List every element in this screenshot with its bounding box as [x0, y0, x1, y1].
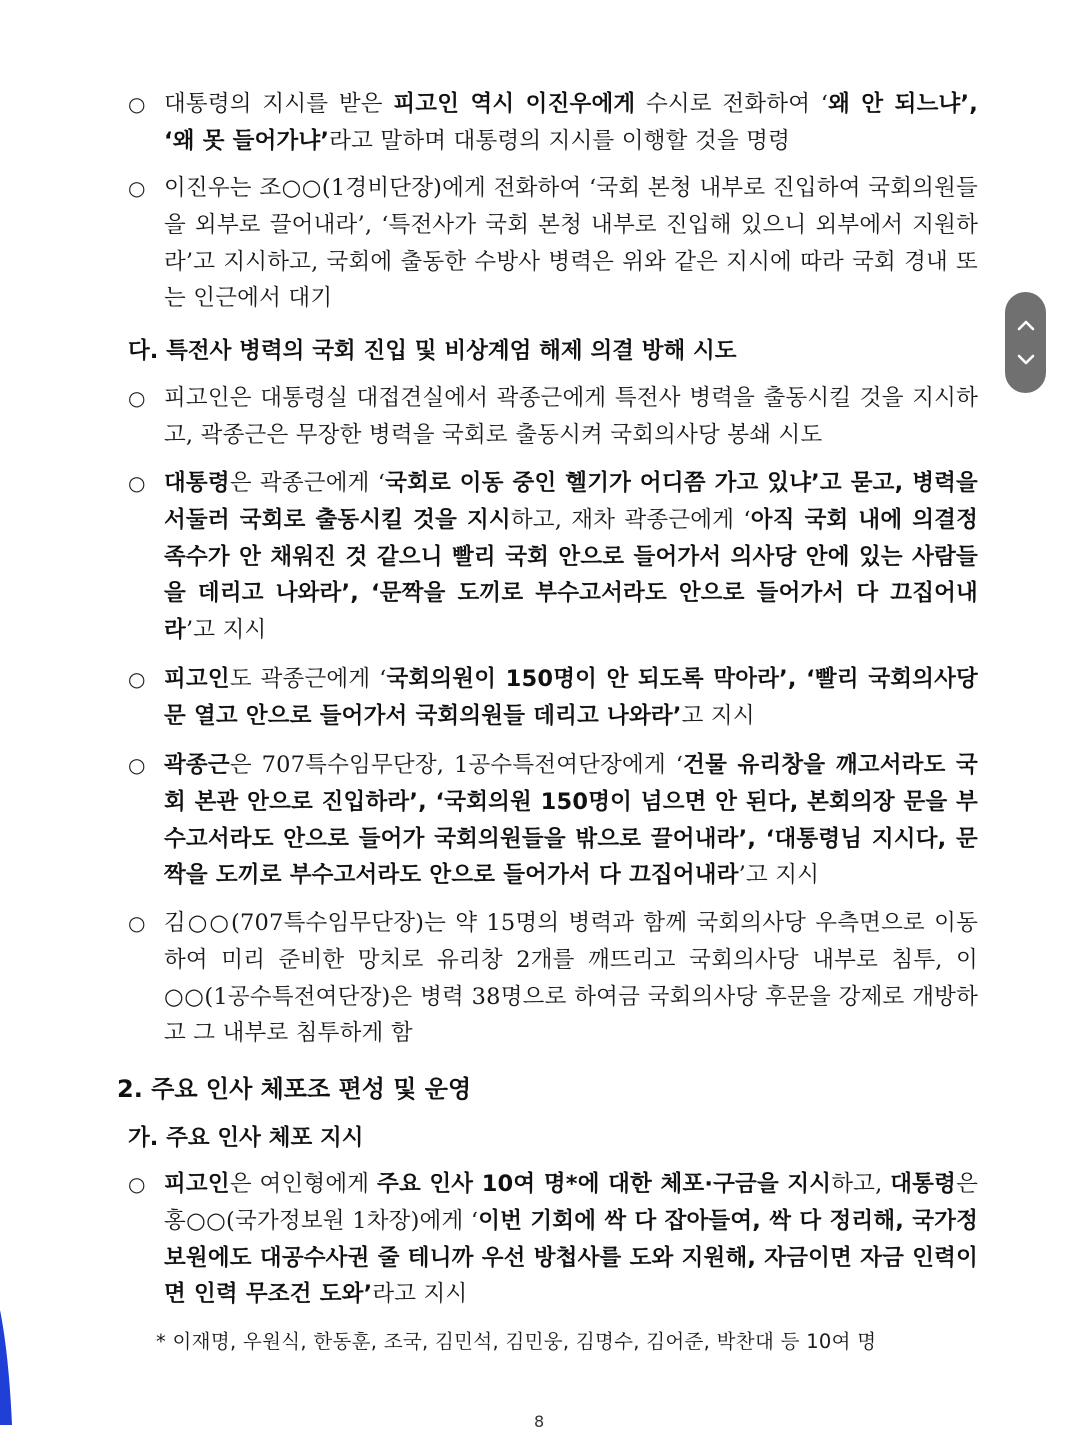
- chevron-up-icon: [1016, 318, 1036, 332]
- body-text: 라고 지시: [372, 1281, 468, 1308]
- body-text: 김○○(707특수임무단장)는 약 15명의 병력과 함께 국회의사당 우측면으로 이동하여 미리 준비한 망치로 유리창 2개를 깨뜨리고 국회의사당 내부로 침투, 이○○(1공수특전여단장)은 병력 38명으로 하여금 국회의사당 후문을 강제로 개방하고 그 내부로 침투하게 함: [164, 910, 978, 1047]
- paragraph-text: [164, 465, 978, 649]
- body-text: 라고 말하며 대통령의 지시를 이행할 것을 명령: [329, 127, 791, 154]
- body-text: 하고, 재차 곽종근에게 ‘: [510, 506, 751, 533]
- paragraph-text: [164, 86, 978, 160]
- bullet-circle: ○: [128, 911, 146, 935]
- footnote: * 이재명, 우원식, 한동훈, 조국, 김민석, 김민웅, 김명수, 김어준, 박찬대 등 10여 명: [156, 1330, 877, 1353]
- bullet-circle: ○: [128, 753, 146, 777]
- bullet-paragraph: [128, 380, 978, 454]
- emphasis-text: 건물 유리창을 깨고서라도 국회 본관 안으로 진입하라’, ‘국회의원 150명이 넘으면 안 된다, 본회의장 문을 부수고서라도 안으로 들어가 국회의원들을 밖으로 끌어내라’, ‘대통령님 지시다, 문짝을 도끼로 부수고서라도 안으로 들어가서 다 끄집어내라: [164, 752, 978, 889]
- paragraph-text: [164, 170, 978, 317]
- emphasis-text: 국회로 이동 중인 헬기가 어디쯤 가고 있냐’고 묻고, 병력을 서둘러 국회로 출동시킬 것을 지시: [164, 470, 978, 533]
- body-text: 수시로 전화하여 ‘: [635, 91, 829, 117]
- paragraph-text: [164, 905, 978, 1052]
- body-text: 고 지시: [681, 702, 755, 729]
- emphasis-text: 아직 국회 내에 의결정족수가 안 채워진 것 같으니 빨리 국회 안으로 들어가서 의사당 안에 있는 사람들을 데리고 나와라’, ‘문짝을 도끼로 부수고서라도 안으로 들어가서 다 끄집어내라: [164, 506, 978, 644]
- chevron-down-icon: [1016, 353, 1036, 367]
- emphasis-text: 주요 인사 10여 명*에 대한 체포·구금을 지시: [377, 1171, 832, 1197]
- body-text: 하고,: [831, 1171, 891, 1197]
- scroll-down-button[interactable]: [1005, 343, 1046, 377]
- bullet-paragraph: [128, 747, 978, 894]
- body-text: 은 707특수임무단장, 1공수특전여단장에게 ‘: [229, 752, 684, 778]
- scroll-control: [1005, 292, 1046, 393]
- bullet-paragraph: [128, 661, 978, 735]
- bullet-circle: ○: [128, 1172, 146, 1196]
- body-text: 은 여인형에게: [229, 1171, 378, 1197]
- bullet-paragraph: [128, 86, 978, 160]
- emphasis-text: 피고인: [164, 1171, 230, 1197]
- emphasis-text: 대통령: [890, 1171, 957, 1197]
- paragraph-text: [164, 747, 978, 894]
- section-heading-2: 2. 주요 인사 체포조 편성 및 운영: [117, 1075, 472, 1103]
- page-number: 8: [534, 1412, 545, 1431]
- emphasis-text: 국회의원이 150명이 안 되도록 막아라’, ‘빨리 국회의사당 문 열고 안으로 들어가서 국회의원들 데리고 나와라’: [164, 666, 978, 729]
- body-text: ’고 지시: [738, 862, 820, 889]
- bullet-paragraph: [128, 905, 978, 1052]
- body-text: 도 곽종근에게 ‘: [229, 666, 387, 692]
- scroll-up-button[interactable]: [1005, 308, 1046, 342]
- section-heading-da: 다. 특전사 병력의 국회 진입 및 비상계엄 해제 의결 방해 시도: [128, 338, 737, 364]
- body-text: 은 곽종근에게 ‘: [229, 470, 386, 496]
- bullet-circle: ○: [128, 92, 146, 116]
- emphasis-text: 대통령: [164, 470, 230, 496]
- body-text: 대통령의 지시를 받은: [164, 91, 394, 117]
- emphasis-text: 곽종근: [164, 752, 230, 778]
- bullet-paragraph: [128, 170, 978, 317]
- bullet-circle: ○: [128, 667, 146, 691]
- bullet-circle: ○: [128, 386, 146, 410]
- body-text: 은 홍○○(국가정보원 1차장)에게 ‘: [164, 1171, 978, 1234]
- bullet-circle: ○: [128, 471, 146, 495]
- paragraph-text: [164, 1166, 978, 1313]
- body-text: ’고 지시: [185, 617, 267, 644]
- paragraph-text: [164, 380, 978, 454]
- paragraph-text: [164, 661, 978, 735]
- bullet-paragraph: [128, 465, 978, 649]
- body-text: 이진우는 조○○(1경비단장)에게 전화하여 ‘국회 본청 내부로 진입하여 국회의원들을 외부로 끌어내라’, ‘특전사가 국회 본청 내부로 진입해 있으니 외부에서 지원하라’고 지시하고, 국회에 출동한 수방사 병력은 위와 같은 지시에 따라 국회 경내 또는 인근에서 대기: [164, 175, 978, 312]
- section-heading-ga: 가. 주요 인사 체포 지시: [128, 1125, 364, 1151]
- emphasis-text: 왜 안 되느냐’, ‘왜 못 들어가냐’: [164, 91, 978, 154]
- edge-highlight: [0, 1310, 14, 1425]
- emphasis-text: 피고인 역시 이진우에게: [393, 91, 636, 117]
- body-text: 피고인은 대통령실 대접견실에서 곽종근에게 특전사 병력을 출동시킬 것을 지시하고, 곽종근은 무장한 병력을 국회로 출동시켜 국회의사당 봉쇄 시도: [164, 385, 978, 448]
- emphasis-text: 이번 기회에 싹 다 잡아들여, 싹 다 정리해, 국가정보원에도 대공수사권 줄 테니까 우선 방첩사를 도와 지원해, 자금이면 자금 인력이면 인력 무조건 도와’: [164, 1207, 979, 1308]
- emphasis-text: 피고인: [164, 666, 230, 692]
- bullet-paragraph: [128, 1166, 978, 1313]
- bullet-circle: ○: [128, 176, 146, 200]
